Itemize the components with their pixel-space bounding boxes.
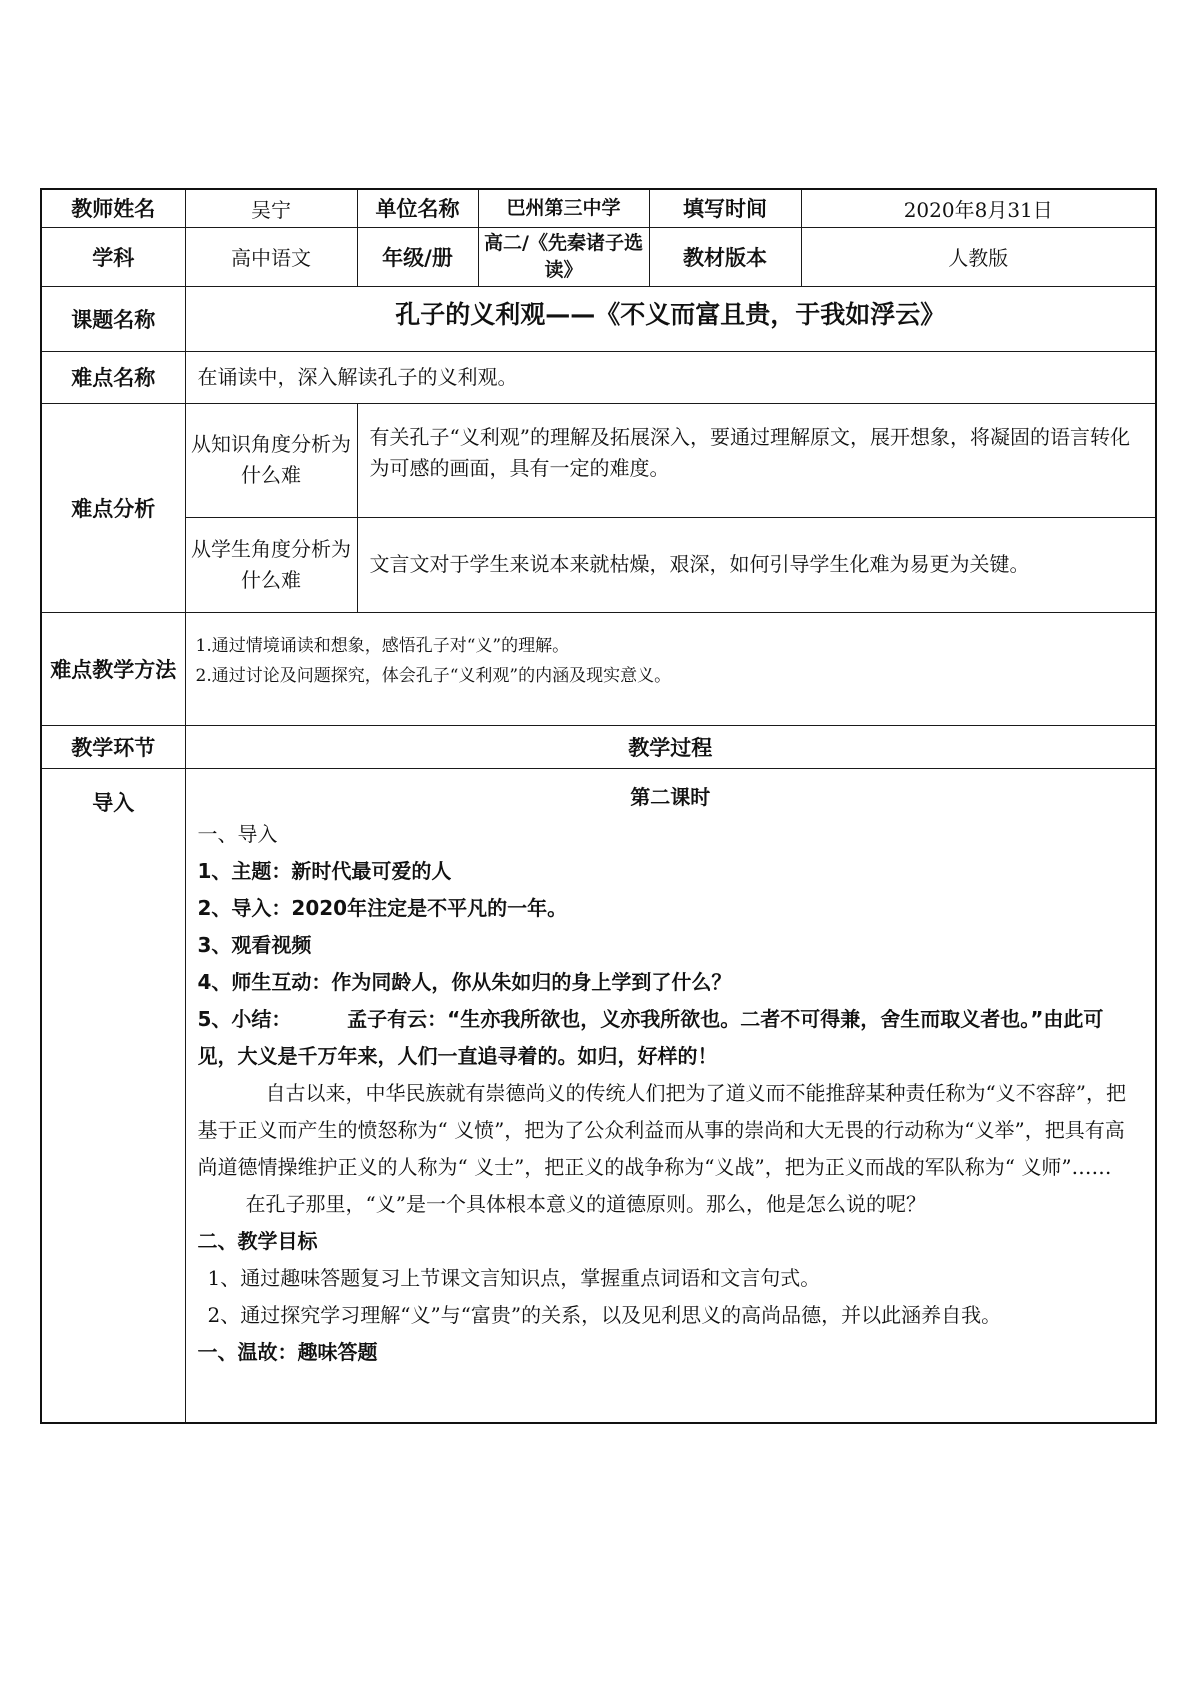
grade-value: 高二/《先秦诸子选读》 [478, 227, 649, 286]
intro-paragraph-1: 自古以来，中华民族就有崇德尚义的传统人们把为了道义而不能推辞某种责任称为“义不容辞”，把基于正义而产生的愤怒称为“ 义愤”，把为了公众利益而从事的崇尚和大无畏的行动称为“义举”，把具有高尚道德情操维护正义的人称为“ 义士”，把正义的战争称为“义战”，把为正义而战的军队称为“ 义师”…… [197, 1080, 1126, 1179]
knowledge-angle-label: 从知识角度分析为什么难 [185, 403, 357, 517]
topic-title: 孔子的义利观——《不义而富且贵，于我如浮云》 [185, 286, 1156, 351]
unit-label: 单位名称 [357, 189, 478, 227]
method-row [41, 612, 1156, 725]
edition-label: 教材版本 [649, 227, 801, 286]
method-line-2: 2.通过讨论及问题探究，体会孔子“义利观”的内涵及现实意义。 [195, 665, 672, 686]
method-content [185, 612, 1156, 725]
intro-item-5: 5、小结： 孟子有云：“生亦我所欲也，义亦我所欲也。二者不可得兼，舍生而取义者也。”由此可见，大义是千万年来，人们一直追寻着的。如归，好样的！ [197, 1006, 1104, 1068]
student-angle-label: 从学生角度分析为什么难 [185, 517, 357, 612]
time-label: 填写时间 [649, 189, 801, 227]
section-intro: 一、导入 [197, 821, 278, 846]
teacher-value: 吴宁 [185, 189, 357, 227]
analysis-row-knowledge [41, 403, 1156, 517]
grade-label: 年级/册 [357, 227, 478, 286]
process-label: 教学过程 [185, 725, 1156, 768]
knowledge-angle-text: 有关孔子“义利观”的理解及拓展深入，要通过理解原文，展开想象，将凝固的语言转化为可感的画面，具有一定的难度。 [357, 403, 1156, 517]
intro-paragraph-2: 在孔子那里，“义”是一个具体根本意义的道德原则。那么，他是怎么说的呢？ [245, 1191, 926, 1216]
section-review: 一、温故：趣味答题 [197, 1339, 378, 1364]
teacher-label: 教师姓名 [41, 189, 185, 227]
stage-label: 教学环节 [41, 725, 185, 768]
difficulty-row [41, 351, 1156, 403]
header-row-1 [41, 189, 1156, 227]
analysis-row-student [41, 517, 1156, 612]
subject-value: 高中语文 [185, 227, 357, 286]
goal-2: 2、通过探究学习理解“义”与“富贵”的关系，以及见利思义的高尚品德，并以此涵养自我。 [207, 1302, 1002, 1327]
analysis-label: 难点分析 [41, 403, 185, 612]
method-label: 难点教学方法 [41, 612, 185, 725]
intro-item-2: 2、导入：2020年注定是不平凡的一年。 [197, 895, 568, 920]
difficulty-label: 难点名称 [41, 351, 185, 403]
time-value: 2020年8月31日 [801, 189, 1156, 227]
edition-value: 人教版 [801, 227, 1156, 286]
intro-row [41, 768, 1156, 1423]
process-header-row [41, 725, 1156, 768]
difficulty-value: 在诵读中，深入解读孔子的义利观。 [185, 351, 1156, 403]
intro-content [185, 768, 1156, 1423]
lesson-plan-sheet [40, 188, 1155, 1498]
intro-item-4: 4、师生互动：作为同龄人，你从朱如归的身上学到了什么？ [197, 969, 732, 994]
lesson-plan-table [40, 188, 1157, 1424]
method-line-1: 1.通过情境诵读和想象，感悟孔子对“义”的理解。 [195, 635, 570, 656]
intro-item-3: 3、观看视频 [197, 932, 312, 957]
header-row-2 [41, 227, 1156, 286]
unit-value: 巴州第三中学 [478, 189, 649, 227]
topic-label: 课题名称 [41, 286, 185, 351]
goal-1: 1、通过趣味答题复习上节课文言知识点，掌握重点词语和文言句式。 [207, 1265, 821, 1290]
topic-row [41, 286, 1156, 351]
intro-label: 导入 [41, 768, 185, 1423]
lesson-heading: 第二课时 [630, 784, 711, 809]
student-angle-text: 文言文对于学生来说本来就枯燥，艰深，如何引导学生化难为易更为关键。 [357, 517, 1156, 612]
intro-item-1: 1、主题：新时代最可爱的人 [197, 858, 452, 883]
section-goals: 二、教学目标 [197, 1228, 318, 1253]
subject-label: 学科 [41, 227, 185, 286]
